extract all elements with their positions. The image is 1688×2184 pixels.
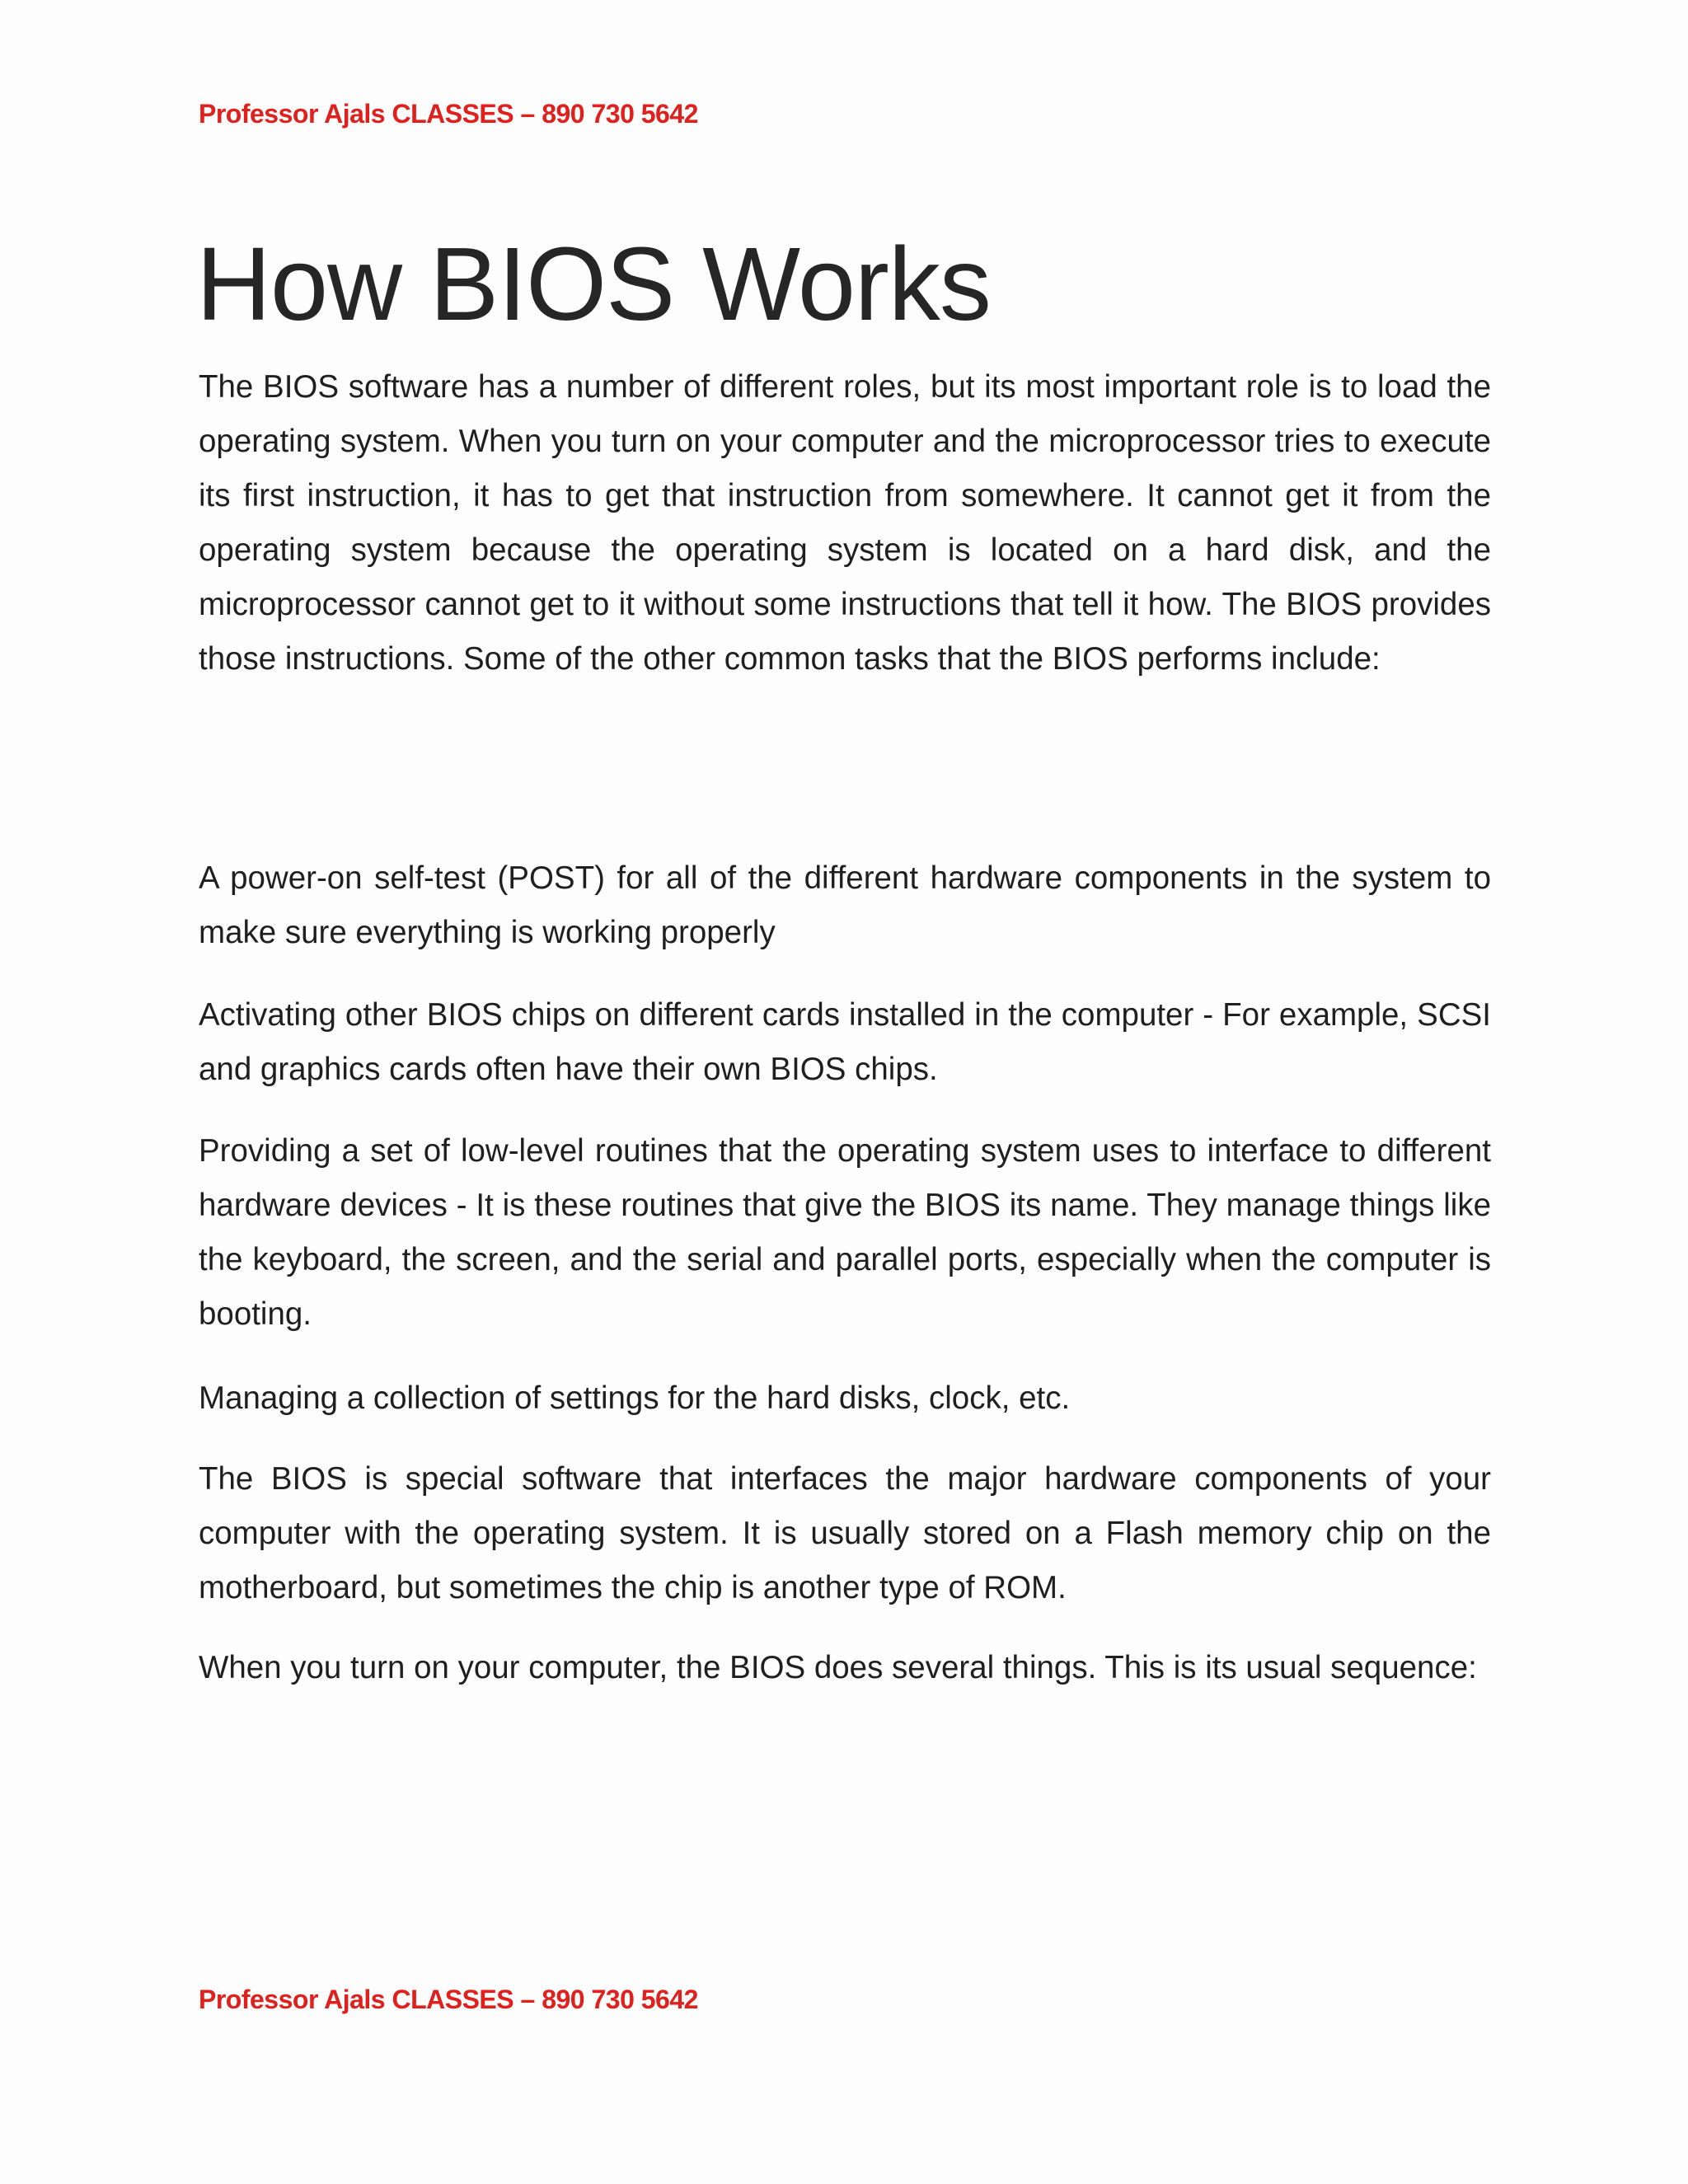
paragraph-sequence: When you turn on your computer, the BIOS does several things. This is its usual sequence:: [199, 1650, 1477, 1685]
page-header: Professor Ajals CLASSES – 890 730 5642: [199, 99, 698, 129]
paragraph-low-level-routines: Providing a set of low-level routines that the operating system uses to interface to different hardware devices - It is these routines that give the BIOS its name. They manage things like the keyboard, the screen, and the serial and parallel ports, especially when the computer is booting.: [199, 1133, 1491, 1332]
page-footer: Professor Ajals CLASSES – 890 730 5642: [199, 1985, 698, 2014]
page-title: How BIOS Works: [196, 226, 991, 342]
paragraph-intro: The BIOS software has a number of different roles, but its most important role is to load the operating system. When you turn on your computer and the microprocessor tries to execute its first instruction, it has to get that instruction from somewhere. It cannot get it from the operating system because the operating system is located on a hard disk, and the microprocessor cannot get to it without some instructions that tell it how. The BIOS provides those instructions. Some of the other common tasks that the BIOS performs include:: [199, 369, 1491, 677]
paragraph-activate-bios-chips: Activating other BIOS chips on different cards installed in the computer - For example, SCSI and graphics cards often have their own BIOS chips.: [199, 997, 1491, 1087]
paragraph-settings: Managing a collection of settings for the hard disks, clock, etc.: [199, 1380, 1071, 1416]
paragraph-special-software: The BIOS is special software that interfaces the major hardware components of your computer with the operating system. It is usually stored on a Flash memory chip on the motherboard, but sometimes the chip is another type of ROM.: [199, 1461, 1491, 1605]
paragraph-post: A power-on self-test (POST) for all of the different hardware components in the system to make sure everything is working properly: [199, 860, 1491, 950]
